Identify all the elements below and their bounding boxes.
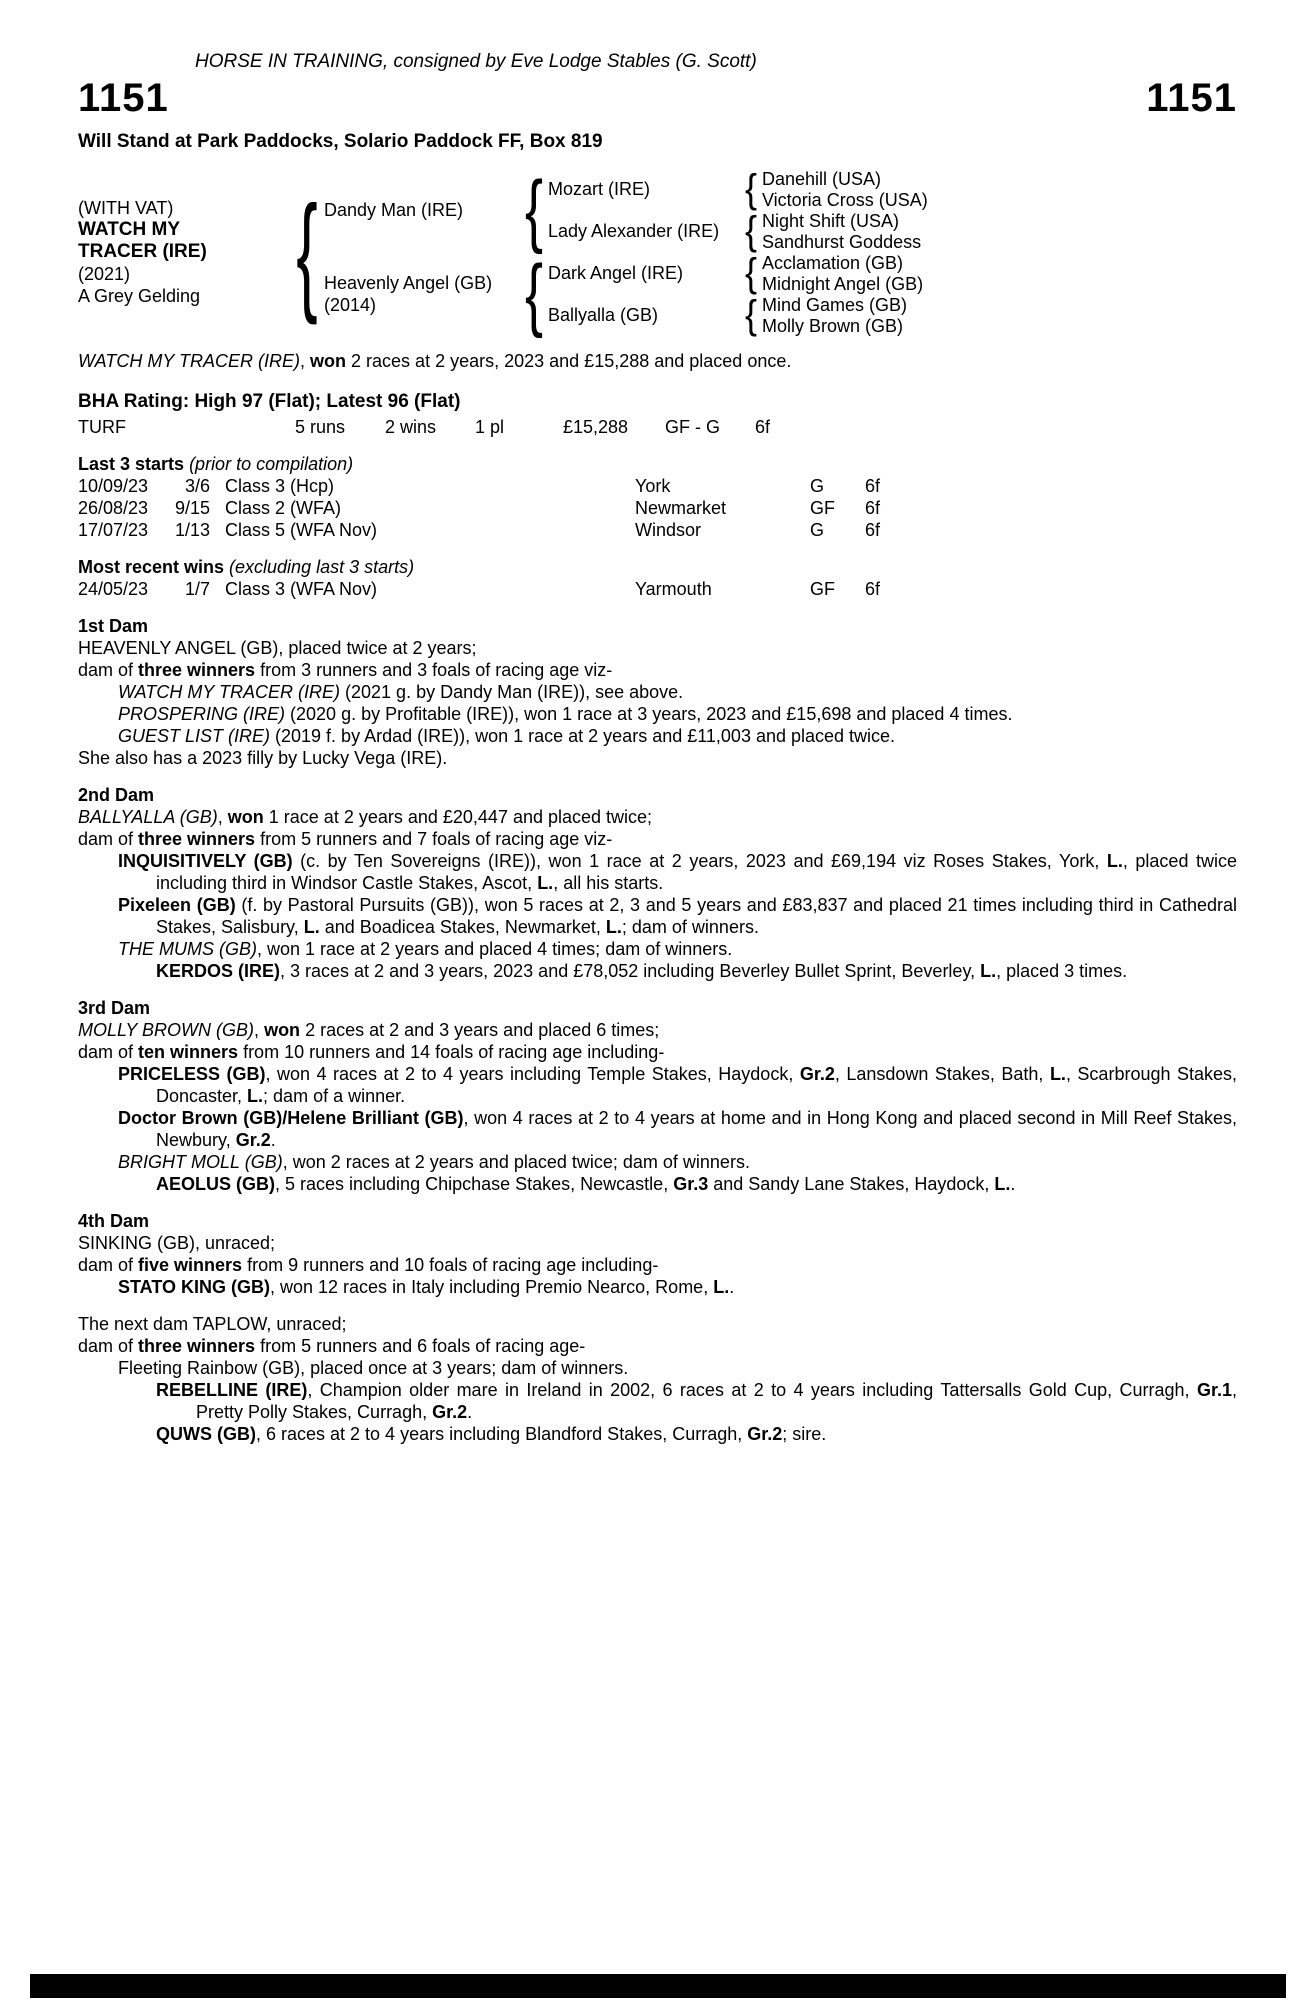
- vat-note: (WITH VAT): [78, 198, 174, 218]
- text-segment: L.: [1049, 1064, 1066, 1084]
- text-segment: Gr.3: [673, 1174, 709, 1194]
- text-segment: Gr.1: [1196, 1380, 1232, 1400]
- race-cell: Yarmouth: [635, 579, 712, 599]
- pedigree-paragraph: [78, 1379, 1237, 1423]
- most-recent-wins-heading: [78, 556, 1237, 578]
- race-cell: 17/07/23: [78, 520, 149, 540]
- subject-description: A Grey Gelding: [78, 286, 201, 306]
- text-segment: , won 1 race at 2 years and placed 4 times; dam of winners.: [257, 939, 733, 959]
- race-cell: 3/6: [184, 476, 210, 496]
- text-segment: Gr.2: [799, 1064, 835, 1084]
- text-segment: REBELLINE (IRE): [156, 1380, 308, 1400]
- text-segment: (prior to compilation): [184, 454, 354, 474]
- race-cell: 6f: [865, 579, 881, 599]
- most-recent-wins-table: [78, 578, 1237, 600]
- rating-block: [78, 390, 1237, 438]
- great-grandparent-name: Midnight Angel (GB): [762, 273, 924, 294]
- race-cell: Class 2 (WFA): [225, 498, 342, 518]
- pedigree-brace: [740, 291, 762, 337]
- text-segment: QUWS (GB): [156, 1424, 256, 1444]
- brace-glyph: {: [744, 165, 758, 211]
- brace-glyph: {: [524, 165, 544, 255]
- text-segment: L.: [537, 873, 554, 893]
- text-segment: AEOLUS (GB): [156, 1174, 275, 1194]
- pedigree-brace: [290, 168, 324, 336]
- text-segment: L.: [303, 917, 320, 937]
- race-cell: 6f: [865, 476, 881, 496]
- great-grandparent-name: Sandhurst Goddess: [762, 231, 922, 252]
- text-segment: L.: [1106, 851, 1123, 871]
- pedigree-paragraph: [78, 806, 1237, 828]
- pedigree-paragraph: [78, 747, 1237, 769]
- text-segment: won: [227, 807, 264, 827]
- text-segment: 2 races at 2 years, 2023 and £15,288 and placed once.: [346, 351, 792, 371]
- race-cell: Class 3 (WFA Nov): [225, 579, 378, 599]
- great-grandparent-name: Acclamation (GB): [762, 252, 904, 273]
- dam-section: [78, 1313, 1237, 1445]
- race-cell: G: [810, 476, 825, 496]
- text-segment: won: [310, 351, 347, 371]
- brace-glyph: {: [744, 249, 758, 295]
- pedigree-paragraph: [78, 960, 1237, 982]
- text-segment: L.: [247, 1086, 264, 1106]
- pedigree-paragraph: [78, 637, 1237, 659]
- text-segment: , won 4 races at 2 to 4 years including Temple Stakes, Haydock,: [265, 1064, 800, 1084]
- pedigree-paragraph: [78, 703, 1237, 725]
- text-segment: She also has a 2023 filly by Lucky Vega (IRE).: [78, 748, 448, 768]
- text-segment: PRICELESS (GB): [118, 1064, 266, 1084]
- turf-stats-row: [78, 416, 1237, 438]
- footer-bar: [30, 1974, 1286, 1998]
- dam-heading: 1st Dam: [78, 616, 149, 636]
- text-segment: (excluding last 3 starts): [224, 557, 415, 577]
- text-segment: , Lansdown Stakes, Bath,: [834, 1064, 1050, 1084]
- text-segment: won: [264, 1020, 301, 1040]
- text-segment: .: [467, 1402, 473, 1422]
- text-segment: L.: [713, 1277, 730, 1297]
- text-segment: and Sandy Lane Stakes, Haydock,: [708, 1174, 995, 1194]
- text-segment: from 5 runners and 6 foals of racing age-: [255, 1336, 586, 1356]
- text-segment: Fleeting Rainbow (GB), placed once at 3 years; dam of winners.: [118, 1358, 629, 1378]
- text-segment: dam of: [78, 1255, 139, 1275]
- text-segment: WATCH MY TRACER (IRE): [78, 351, 301, 371]
- pedigree-paragraph: [78, 894, 1237, 938]
- pedigree-paragraph: [78, 938, 1237, 960]
- brace-glyph: {: [744, 291, 758, 337]
- text-segment: , won 12 races in Italy including Premio Nearco, Rome,: [270, 1277, 714, 1297]
- brace-glyph: {: [524, 249, 544, 339]
- pedigree-paragraph: [78, 1423, 1237, 1445]
- text-segment: (2019 f. by Ardad (IRE)), won 1 race at 2 years and £11,003 and placed twice.: [270, 726, 896, 746]
- text-segment: .: [1010, 1174, 1016, 1194]
- text-segment: , won 2 races at 2 years and placed twice; dam of winners.: [282, 1152, 750, 1172]
- stat-wins: 2 wins: [385, 417, 437, 437]
- text-segment: ; dam of a winner.: [263, 1086, 406, 1106]
- pedigree-paragraph: [78, 1276, 1237, 1298]
- dam-heading: 2nd Dam: [78, 785, 155, 805]
- text-segment: Doctor Brown (GB)/Helene Brilliant (GB): [118, 1108, 464, 1128]
- race-cell: 9/15: [175, 498, 211, 518]
- text-segment: Gr.2: [432, 1402, 468, 1422]
- dam-section: [78, 997, 1237, 1195]
- text-segment: (2020 g. by Profitable (IRE)), won 1 race at 3 years, 2023 and £15,698 and placed 4 times.: [285, 704, 1013, 724]
- text-segment: , placed twice including third in Windsor Castle Stakes, Ascot,: [156, 851, 1238, 893]
- grandsire-name: Mozart (IRE): [548, 179, 651, 199]
- subject-horse-name: WATCH MY TRACER (IRE): [78, 219, 207, 262]
- text-segment: from 3 runners and 3 foals of racing age viz-: [255, 660, 613, 680]
- text-segment: dam of: [78, 1042, 139, 1062]
- race-cell: 10/09/23: [78, 476, 149, 496]
- text-segment: dam of: [78, 1336, 139, 1356]
- pedigree-table: [78, 165, 1237, 339]
- race-row: [78, 578, 1237, 600]
- dam-section: [78, 615, 1237, 769]
- text-segment: ; sire.: [782, 1424, 827, 1444]
- text-segment: KERDOS (IRE): [156, 961, 281, 981]
- stat-places: 1 pl: [475, 417, 505, 437]
- stat-earnings: £15,288: [563, 417, 629, 437]
- text-segment: L.: [605, 917, 622, 937]
- race-cell: 26/08/23: [78, 498, 149, 518]
- text-segment: WATCH MY TRACER (IRE): [118, 682, 341, 702]
- race-cell: G: [810, 520, 825, 540]
- last-three-starts-heading: [78, 453, 1237, 475]
- stand-location-line: Will Stand at Park Paddocks, Solario Paddock FF, Box 819: [78, 131, 603, 152]
- pedigree-brace: [520, 249, 548, 339]
- race-row: [78, 519, 1237, 541]
- subject-foal-year: (2021): [78, 264, 131, 284]
- stat-going: GF - G: [665, 417, 720, 437]
- text-segment: ,: [254, 1020, 265, 1040]
- text-segment: (c. by Ten Sovereigns (IRE)), won 1 race at 2 years, 2023 and £69,194 viz Roses Stakes, York,: [292, 851, 1107, 871]
- pedigree-paragraph: [78, 681, 1237, 703]
- race-cell: 1/13: [175, 520, 211, 540]
- great-grandparent-name: Victoria Cross (USA): [762, 189, 928, 210]
- great-grandparent-name: Night Shift (USA): [762, 210, 900, 231]
- text-segment: PROSPERING (IRE): [118, 704, 286, 724]
- pedigree-paragraph: [78, 659, 1237, 681]
- grandsire-name: Dark Angel (IRE): [548, 263, 684, 283]
- lot-number-left: 1151: [78, 76, 169, 120]
- bha-rating-line: BHA Rating: High 97 (Flat); Latest 96 (Flat): [78, 391, 461, 412]
- pedigree-subject-block: [78, 168, 290, 336]
- lot-number-right: 1151: [1146, 76, 1237, 120]
- pedigree-paragraph: [78, 828, 1237, 850]
- race-cell: GF: [810, 498, 835, 518]
- pedigree-paragraph: [78, 1335, 1237, 1357]
- text-segment: ten winners: [138, 1042, 239, 1062]
- text-segment: , 3 races at 2 and 3 years, 2023 and £78,052 including Beverley Bullet Sprint, Beverley,: [280, 961, 981, 981]
- text-segment: .: [270, 1130, 276, 1150]
- race-cell: Class 3 (Hcp): [225, 476, 335, 496]
- race-record-summary: [78, 350, 1237, 372]
- race-row: [78, 475, 1237, 497]
- text-segment: , Champion older mare in Ireland in 2002, 6 races at 2 to 4 years including Tattersalls Gold Cup, Curragh,: [307, 1380, 1197, 1400]
- text-segment: ; dam of winners.: [621, 917, 759, 937]
- text-segment: three winners: [138, 1336, 256, 1356]
- race-cell: Windsor: [635, 520, 702, 540]
- pedigree-paragraph: [78, 1019, 1237, 1041]
- text-segment: , Scarbrough Stakes, Doncaster,: [156, 1064, 1238, 1106]
- race-cell: Class 5 (WFA Nov): [225, 520, 378, 540]
- pedigree-paragraph: [78, 1063, 1237, 1107]
- text-segment: dam of: [78, 829, 139, 849]
- consignor-line: HORSE IN TRAINING, consigned by Eve Lodge Stables (G. Scott): [195, 51, 757, 72]
- text-segment: from 5 runners and 7 foals of racing age viz-: [255, 829, 613, 849]
- pedigree-paragraph: [78, 850, 1237, 894]
- text-segment: , 5 races including Chipchase Stakes, Newcastle,: [275, 1174, 674, 1194]
- race-row: [78, 497, 1237, 519]
- text-segment: INQUISITIVELY (GB): [118, 851, 293, 871]
- last-three-starts-section: [78, 453, 1237, 541]
- text-segment: BALLYALLA (GB): [78, 807, 218, 827]
- brace-glyph: {: [296, 178, 318, 326]
- stat-distance: 6f: [755, 417, 771, 437]
- pedigree-brace: [520, 165, 548, 255]
- pedigree-brace: [740, 207, 762, 253]
- text-segment: SINKING (GB), unraced;: [78, 1233, 276, 1253]
- pedigree-paragraph: [78, 1254, 1237, 1276]
- race-cell: York: [635, 476, 671, 496]
- dam-section: [78, 784, 1237, 982]
- race-cell: 6f: [865, 520, 881, 540]
- race-cell: 1/7: [184, 579, 210, 599]
- text-segment: and Boadicea Stakes, Newmarket,: [319, 917, 606, 937]
- great-grandparent-name: Molly Brown (GB): [762, 315, 904, 336]
- text-segment: three winners: [138, 829, 256, 849]
- brace-glyph: {: [744, 207, 758, 253]
- text-segment: Most recent wins: [78, 557, 225, 577]
- text-segment: dam of: [78, 660, 139, 680]
- text-segment: The next dam TAPLOW, unraced;: [78, 1314, 347, 1334]
- text-segment: ,: [217, 807, 228, 827]
- great-grandparent-name: Mind Games (GB): [762, 294, 908, 315]
- pedigree-paragraph: [78, 1151, 1237, 1173]
- lot-number-row: [78, 78, 1237, 118]
- dam-foal-year: (2014): [324, 295, 377, 315]
- text-segment: , 6 races at 2 to 4 years including Blandford Stakes, Curragh,: [255, 1424, 748, 1444]
- dam-name: Heavenly Angel (GB): [324, 273, 493, 293]
- most-recent-wins-section: [78, 556, 1237, 600]
- text-segment: BRIGHT MOLL (GB): [118, 1152, 283, 1172]
- sire-name: Dandy Man (IRE): [324, 200, 464, 220]
- pedigree-brace: [740, 249, 762, 295]
- text-segment: MOLLY BROWN (GB): [78, 1020, 255, 1040]
- text-segment: ,: [300, 351, 311, 371]
- pedigree-brace: [740, 165, 762, 211]
- pedigree-paragraph: [78, 1232, 1237, 1254]
- stat-runs: 5 runs: [295, 417, 346, 437]
- text-segment: from 9 runners and 10 foals of racing age including-: [242, 1255, 659, 1275]
- pedigree-paragraph: [78, 1173, 1237, 1195]
- pedigree-paragraph: [78, 1041, 1237, 1063]
- text-segment: GUEST LIST (IRE): [118, 726, 271, 746]
- dam-block: [324, 252, 520, 336]
- text-segment: Last 3 starts: [78, 454, 185, 474]
- dam-section: [78, 1210, 1237, 1298]
- text-segment: (f. by Pastoral Pursuits (GB)), won 5 races at 2, 3 and 5 years and £83,837 and placed 21 times including third in Cathedral Stakes, Salisbury,: [156, 895, 1237, 937]
- text-segment: THE MUMS (GB): [118, 939, 257, 959]
- text-segment: 1 race at 2 years and £20,447 and placed twice;: [263, 807, 653, 827]
- text-segment: , won 4 races at 2 to 4 years at home and in Hong Kong and placed second in Mill Reef Stakes, Newbury,: [156, 1108, 1237, 1150]
- text-segment: (2021 g. by Dandy Man (IRE)), see above.: [340, 682, 684, 702]
- granddam-name: Ballyalla (GB): [548, 305, 659, 325]
- last-three-starts-table: [78, 475, 1237, 541]
- race-cell: 24/05/23: [78, 579, 149, 599]
- text-segment: , all his starts.: [553, 873, 664, 893]
- race-cell: Newmarket: [635, 498, 727, 518]
- dam-heading: 4th Dam: [78, 1211, 150, 1231]
- text-segment: Gr.2: [747, 1424, 783, 1444]
- stat-surface: TURF: [78, 417, 126, 437]
- dam-sections: [78, 615, 1237, 1445]
- text-segment: L.: [994, 1174, 1011, 1194]
- pedigree-paragraph: [78, 725, 1237, 747]
- text-segment: L.: [980, 961, 997, 981]
- text-segment: three winners: [138, 660, 256, 680]
- text-segment: , Pretty Polly Stakes, Curragh,: [196, 1380, 1237, 1422]
- text-segment: HEAVENLY ANGEL (GB), placed twice at 2 years;: [78, 638, 477, 658]
- dam-heading: 3rd Dam: [78, 998, 151, 1018]
- pedigree-paragraph: [78, 1357, 1237, 1379]
- pedigree-paragraph: [78, 1313, 1237, 1335]
- text-segment: STATO KING (GB): [118, 1277, 270, 1297]
- text-segment: Pixeleen (GB): [118, 895, 236, 915]
- text-segment: 2 races at 2 and 3 years and placed 6 times;: [300, 1020, 660, 1040]
- text-segment: .: [729, 1277, 735, 1297]
- text-segment: , placed 3 times.: [996, 961, 1128, 981]
- great-grandparent-name: Danehill (USA): [762, 168, 882, 189]
- race-cell: GF: [810, 579, 835, 599]
- text-segment: five winners: [138, 1255, 243, 1275]
- granddam-name: Lady Alexander (IRE): [548, 221, 720, 241]
- text-segment: from 10 runners and 14 foals of racing age including-: [238, 1042, 665, 1062]
- race-cell: 6f: [865, 498, 881, 518]
- pedigree-paragraph: [78, 1107, 1237, 1151]
- text-segment: Gr.2: [235, 1130, 271, 1150]
